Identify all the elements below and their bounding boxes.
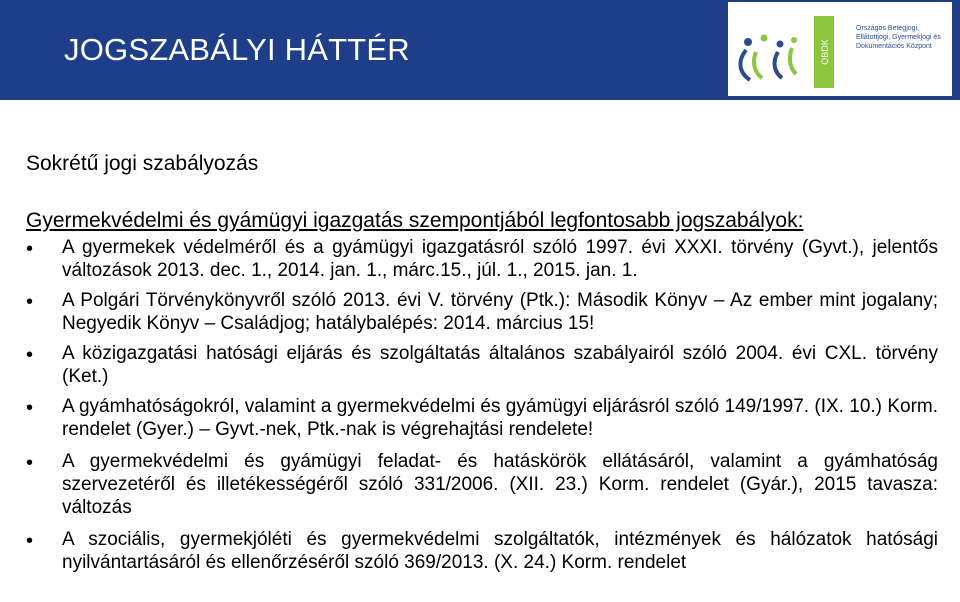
list-item-text: A Polgári Törvénykönyvről szóló 2013. évi V. törvény (Ptk.): Második Könyv – Az ember mint jogalany; Negyedik Könyv – Családjog; hatálybalépés: 2014. március 15! (62, 290, 938, 334)
obdk-logo (728, 2, 952, 96)
list-item (26, 289, 938, 335)
obdk-logo-icon (728, 2, 856, 96)
list-item (26, 342, 938, 388)
slide-header (0, 0, 960, 100)
logo-org-name: Országos Betegjogi, Ellátottjogi, Gyermekjogi és Dokumentációs Központ (856, 25, 941, 50)
slide-subtitle: Sokrétű jogi szabályozás (26, 152, 259, 175)
bullet-icon: • (26, 530, 34, 552)
list-item-text: A közigazgatási hatósági eljárás és szolgáltatás általános szabályairól szóló 2004. évi CXL. törvény (Ket.) (62, 343, 938, 387)
list-item-text: A gyermekvédelmi és gyámügyi feladat- és hatáskörök ellátásáról, valamint a gyámhatóság szervezetéről és illetékességéről szóló 331/2006. (XII. 23.) Korm. rendelet (Gyár.), 2015 tavasza: változás (62, 451, 938, 518)
logo-acronym: OBDK (820, 39, 830, 65)
list-item (26, 395, 938, 441)
bullet-icon: • (26, 344, 34, 366)
list-item (26, 236, 938, 282)
bullet-icon: • (26, 291, 34, 313)
list-item-text: A gyámhatóságokról, valamint a gyermekvédelmi és gyámügyi eljárásról szóló 149/1997. (IX. 10.) Korm. rendelet (Gyer.) – Gyvt.-nek, Ptk.-nak is végrehajtási rendelete! (62, 396, 938, 440)
list-item (26, 528, 938, 574)
law-list (26, 236, 938, 574)
bullet-icon: • (26, 397, 34, 419)
bullet-icon: • (26, 238, 34, 260)
list-item-text: A szociális, gyermekjóléti és gyermekvédelmi szolgáltatók, intézmények és hálózatok hatósági nyilvántartásáról és ellenőrzéséről szóló 369/2013. (X. 24.) Korm. rendelet (62, 529, 938, 573)
slide-title: JOGSZABÁLYI HÁTTÉR (64, 32, 410, 67)
section-heading: Gyermekvédelmi és gyámügyi igazgatás szempontjából legfontosabb jogszabályok: (26, 209, 804, 232)
list-item (26, 450, 938, 519)
list-item-text: A gyermekek védelméről és a gyámügyi igazgatásról szóló 1997. évi XXXI. törvény (Gyvt.), jelentős változások 2013. dec. 1., 2014. jan. 1., márc.15., júl. 1., 2015. jan. 1. (62, 237, 938, 281)
bullet-icon: • (26, 452, 34, 474)
